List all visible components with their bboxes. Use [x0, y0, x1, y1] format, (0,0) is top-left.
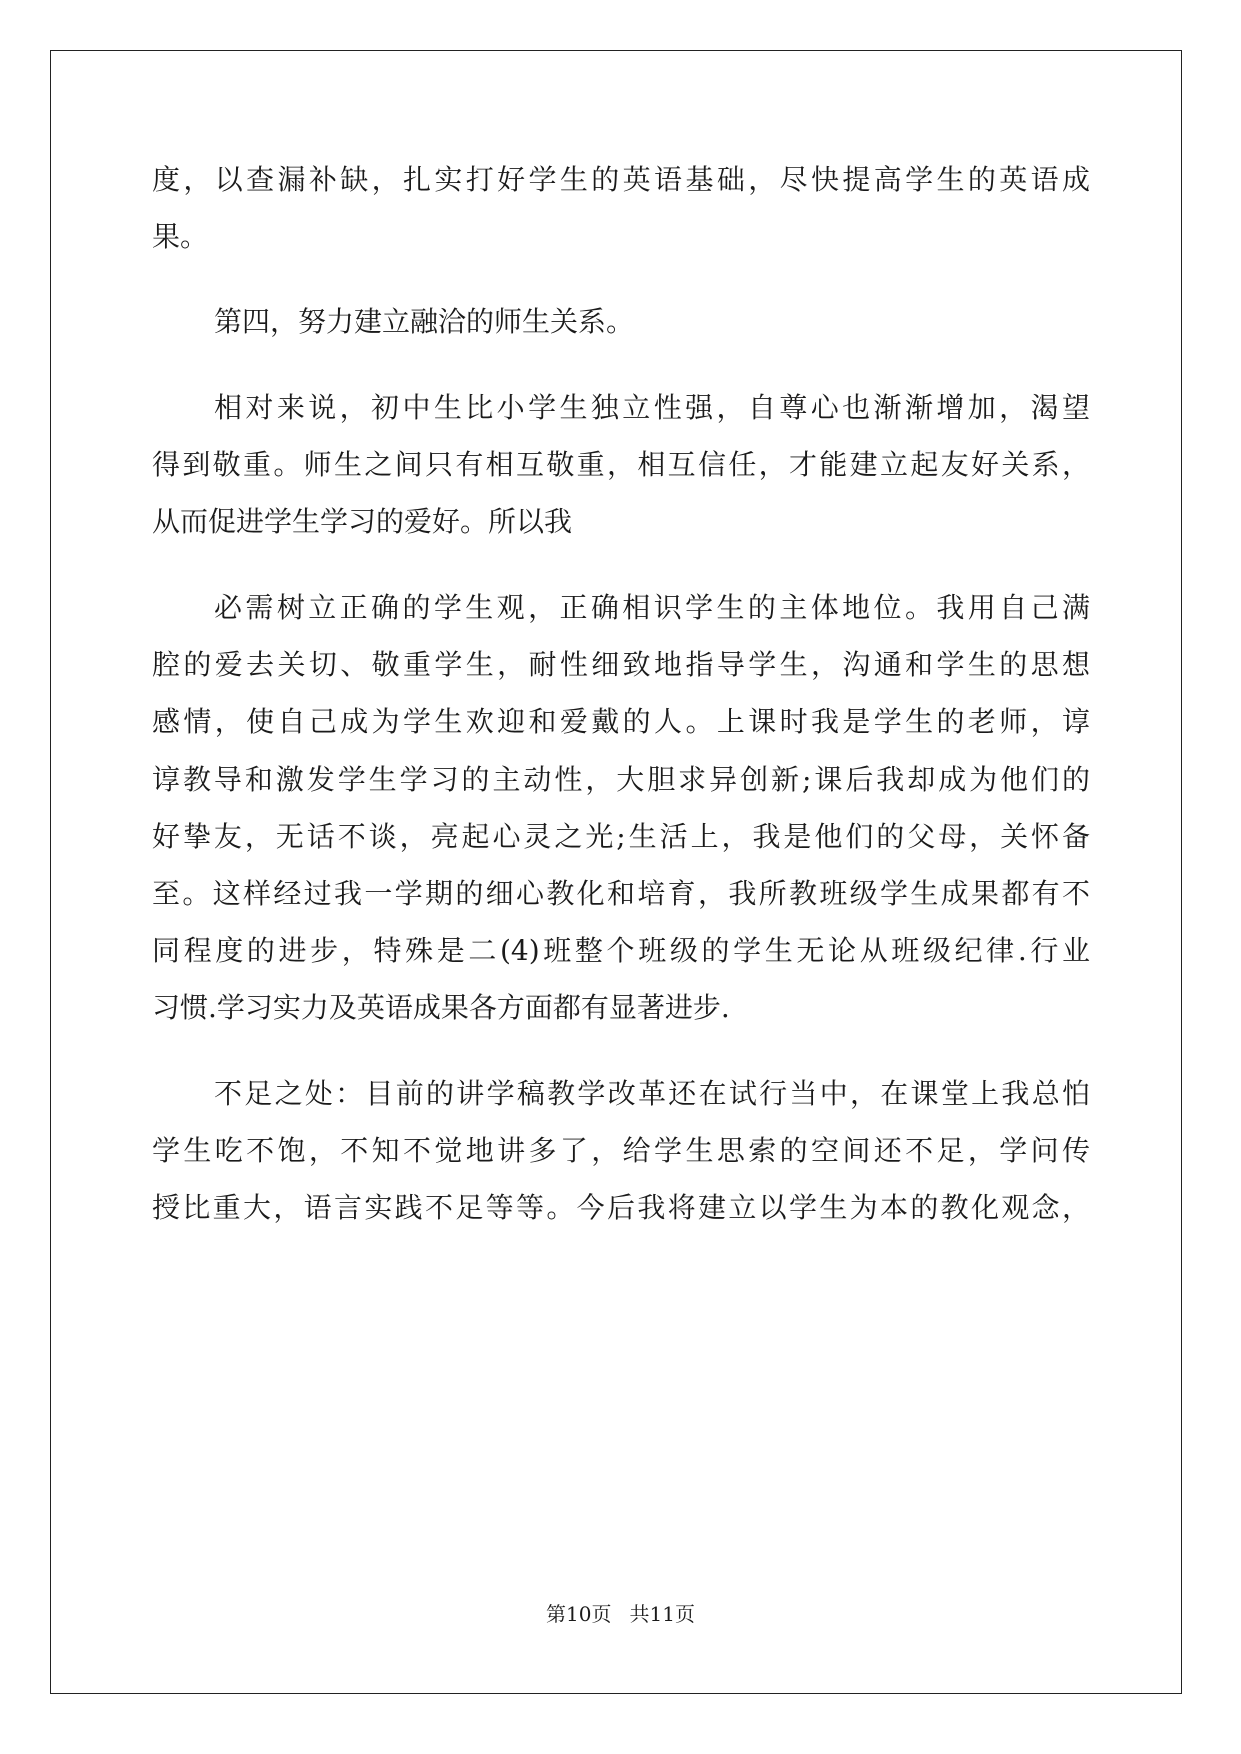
page-number: 第10页	[546, 1602, 612, 1626]
page-total: 共11页	[629, 1602, 695, 1626]
text-line: 授比重大，语言实践不足等等。今后我将建立以学生为本的教化观念，	[152, 1191, 1090, 1224]
text-line: 好挚友，无话不谈，亮起心灵之光;生活上，我是他们的父母，关怀备	[152, 820, 1090, 853]
text-line: 得到敬重。师生之间只有相互敬重，相互信任，才能建立起友好关系，	[152, 448, 1090, 481]
text-line: 相对来说，初中生比小学生独立性强，自尊心也渐渐增加，渴望	[214, 391, 1090, 424]
text-line: 果。	[152, 220, 209, 253]
text-line: 感情，使自己成为学生欢迎和爱戴的人。上课时我是学生的老师，谆	[152, 705, 1090, 738]
text-line: 同程度的进步，特殊是二(4)班整个班级的学生无论从班级纪律.行业	[152, 934, 1090, 967]
page-frame	[50, 50, 1182, 1694]
text-line: 谆教导和激发学生学习的主动性，大胆求异创新;课后我却成为他们的	[152, 763, 1090, 796]
text-line: 度，以查漏补缺，扎实打好学生的英语基础，尽快提高学生的英语成	[152, 163, 1090, 196]
page-footer	[0, 1600, 1241, 1628]
text-line: 必需树立正确的学生观，正确相识学生的主体地位。我用自己满	[214, 591, 1090, 624]
text-line: 不足之处：目前的讲学稿教学改革还在试行当中，在课堂上我总怕	[214, 1077, 1090, 1110]
section-heading: 第四，努力建立融洽的师生关系。	[214, 305, 635, 338]
text-line: 从而促进学生学习的爱好。所以我	[152, 505, 573, 538]
text-line: 学生吃不饱，不知不觉地讲多了，给学生思索的空间还不足，学问传	[152, 1134, 1090, 1167]
text-line: 习惯.学习实力及英语成果各方面都有显著进步.	[152, 991, 730, 1024]
text-line: 腔的爱去关切、敬重学生，耐性细致地指导学生，沟通和学生的思想	[152, 648, 1090, 681]
text-line: 至。这样经过我一学期的细心教化和培育，我所教班级学生成果都有不	[152, 877, 1090, 910]
